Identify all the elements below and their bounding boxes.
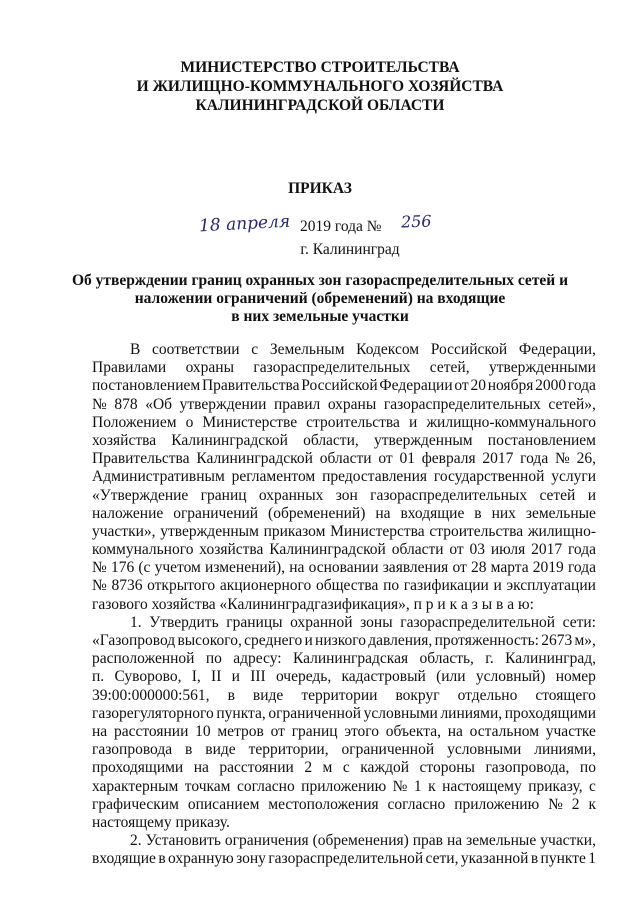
body-word: к [588,795,596,813]
body-word: сетей [539,486,576,504]
body-word: № [548,795,563,813]
body-word: 28 [470,559,487,577]
body-word: акционерного [219,577,312,595]
body-word: утвержденным [373,431,473,449]
body-word: (с [138,559,151,577]
body-line [92,850,596,868]
body-line [92,577,596,595]
body-word: расположенной [92,650,195,668]
body-word: основании [308,559,379,577]
title-line: в них земельные участки [231,308,409,325]
body-word: жилищно- [527,522,596,540]
body-word: газификации [403,577,489,595]
body-word: Российской [301,377,378,395]
body-line [92,614,596,632]
body-word: газораспределительных [253,359,411,377]
body-word: низкого [315,632,366,649]
body-word: «Утверждение [92,486,189,504]
body-word: м», [574,632,596,649]
body-word: предоставления [322,468,428,486]
body-word: Министерства [330,522,425,540]
body-line [92,341,596,359]
body-word: услуги [551,468,596,486]
body-word: газопровода, [485,759,570,777]
handwritten-date: 18 апреля [198,211,291,237]
body-word: охранную [168,850,234,868]
body-word: территории, [248,741,329,759]
body-word: газораспределительных [370,486,528,504]
body-word: охранной [290,613,353,631]
body-word: описанием [187,795,260,813]
body-word: и [408,413,418,431]
body-line [92,432,596,450]
body-word: Правительства [92,450,190,468]
body-word: указанной [460,850,529,868]
body-line [92,450,596,468]
body-word: в [158,850,166,868]
body-word: и [304,632,313,649]
body-word: газопровода [92,741,173,759]
body-word: Правилами [92,359,167,377]
body-word: и [587,486,596,504]
ministry-line: И ЖИЛИЩНО-КОММУНАЛЬНОГО ХОЗЯЙСТВА [136,78,504,95]
body-word: вокруг [395,686,440,704]
body-word: протяженность: [434,632,539,649]
body-word: границ [200,486,247,504]
body-word: 2019 [532,559,564,577]
body-word: заявления [382,559,449,577]
body-word: линиями, [440,704,503,722]
body-word: о [185,413,194,431]
body-line [92,778,596,796]
body-word: приказом [263,522,326,540]
body-word: регламентом [231,468,316,486]
body-word: от [378,450,393,468]
body-word: Суворово, [114,668,182,686]
body-word: расстоянии [219,759,294,777]
body-word: ограничений [173,504,259,522]
body-word: характерным [92,777,179,795]
body-word: Положением [92,413,177,431]
body-line [92,396,596,414]
body-word: них [491,504,516,522]
body-word: июля [490,541,526,559]
body-word: постановлением [92,377,201,395]
body-word: объекта, [385,722,441,740]
body-line [92,650,596,668]
body-word: проходящими [92,759,184,777]
body-word: участки», [92,522,156,540]
body-word: по [579,759,596,777]
body-word: (обременения) [312,832,409,850]
body-word: № [92,577,107,595]
body-word: на [193,759,209,777]
body-text [92,341,596,868]
body-word: охранных [258,486,324,504]
body-word: от [454,377,469,395]
body-word: виде [252,686,284,704]
body-word: эксплуатации [506,577,596,595]
body-word: на [446,832,463,850]
body-word: зону [236,850,266,868]
body-word: Установить [145,832,221,850]
body-word: 878 [114,395,138,413]
body-word: общества [315,577,379,595]
body-word: линиями, [534,741,596,759]
body-word: согласно [387,795,446,813]
body-word: (или [436,668,466,686]
city: г. Калининград [300,241,400,258]
body-word: газорегуляторного [92,704,214,722]
body-word: Калининградская [292,650,409,668]
body-word: Утвердить [149,613,219,631]
body-word: охраны [185,359,235,377]
date-number-line [0,211,640,242]
body-word: согласно [236,777,295,795]
body-word: года [567,377,596,395]
body-word: открытого [147,577,216,595]
body-word: адресу: [233,650,282,668]
body-word: охраны [327,395,377,413]
body-word: 1. [130,613,142,631]
body-word: на [447,722,463,740]
ministry-line: МИНИСТЕРСТВО СТРОИТЕЛЬСТВА [180,59,460,76]
body-word: стоящего [535,686,596,704]
body-word: и [493,577,502,595]
body-line [92,723,596,741]
document-type: ПРИКАЗ [288,180,352,197]
body-word: газового хозяйства «Калининградгазификация», п р и к а з ы в а ю: [92,595,534,613]
body-word: номер [555,668,596,686]
body-word: от [449,541,464,559]
body-word: с [589,777,596,795]
body-word: правил [273,395,321,413]
body-word: 2. [130,832,142,850]
body-word: газораспределительной [268,850,424,868]
body-word: настоящему [442,777,522,795]
body-line [92,632,596,650]
body-word: сетей», [548,395,596,413]
body-word: условный) [475,668,546,686]
body-word: к [428,777,436,795]
body-word: п. [92,668,105,686]
body-word: 1 [588,850,596,868]
body-word: в [227,686,235,704]
body-word: года [567,541,596,559]
body-word: на [92,722,108,740]
body-word: № [554,450,570,468]
body-word: очередь, [275,668,332,686]
body-line [92,596,596,614]
body-word: с [251,341,259,358]
body-word: февраля [421,450,476,468]
body-word: по [383,577,400,595]
body-word: пункта, [216,704,266,722]
body-word: В [130,341,141,358]
body-word: кадастровый [341,668,426,686]
body-line [92,505,596,523]
body-word: приложению [454,795,540,813]
body-line [92,523,596,541]
body-word: газораспределительной [400,613,556,631]
body-word: 2017 [482,450,514,468]
body-word: территории [301,686,378,704]
body-word: Земельным [269,341,345,358]
body-word: область, [419,650,474,668]
body-word: Административным [92,468,225,486]
body-line [92,414,596,432]
body-word: области [319,450,372,468]
body-word: 2017 [531,541,563,559]
body-line [92,468,596,486]
body-word: (обременений) [268,504,366,522]
body-word: сетей, [429,359,470,377]
body-word: от [270,722,285,740]
body-word: 176 [110,559,135,577]
body-word: учетом [154,559,201,577]
body-line [92,541,596,559]
body-word: Федерации [379,377,453,395]
body-word: виде [205,741,236,759]
body-word: области, [303,431,359,449]
body-word: коммунального [92,541,194,559]
body-word: хозяйства [199,541,264,559]
body-word: зоны [360,613,393,631]
body-word: м [322,759,333,777]
body-line [92,759,596,777]
body-word: от [452,559,467,577]
body-word: 39:00:000000:561, [92,686,210,704]
body-word: Кодексом [356,341,420,358]
body-word: государственной [433,468,545,486]
title-line: Об утверждении границ охранных зон газораспределительных сетей и [71,272,569,289]
body-word: ограничения [224,832,309,850]
body-word: границ [291,722,338,740]
body-word: ноября [487,377,534,395]
body-word: I, [191,668,201,686]
body-word: входящие [92,850,156,868]
body-word: входящие [400,504,465,522]
body-word: Федерации, [518,341,596,358]
ministry-header [0,58,640,115]
body-word: в [185,741,193,759]
body-word: года [520,450,549,468]
body-word: на [289,559,305,577]
body-word: каждой [360,759,410,777]
body-line [92,705,596,723]
body-word: утвержденным [160,522,259,540]
body-word: участки, [540,832,596,850]
body-word: Министерстве [202,413,298,431]
body-word: Российской [430,341,508,358]
body-word: 20 [470,377,486,395]
body-word: утвержденными [488,359,596,377]
body-line [92,687,596,705]
body-word: расстоянии [113,722,189,740]
body-word: и [231,668,240,686]
body-word: газораспределительных [383,395,541,413]
body-word: соответствии [152,341,240,358]
body-word: жилищно-коммунального [426,413,596,431]
body-line [92,832,596,850]
body-word: сети: [562,613,596,631]
body-word: сети, [425,850,459,868]
body-word: 2 [304,759,313,777]
body-word: местоположения [268,795,379,813]
body-word: года [567,559,596,577]
body-word: изменений), [205,559,286,577]
body-word: отдельно [457,686,518,704]
body-word: марта [490,559,529,577]
body-line [92,668,596,686]
body-word: 26, [576,450,596,468]
body-word: строительства [429,522,524,540]
body-word: 2673 [541,632,573,649]
body-word: № [392,777,408,795]
body-word: с [342,759,350,777]
body-word: наложение [92,504,164,522]
body-word: 03 [469,541,486,559]
body-word: строительства [306,413,400,431]
body-word: II [211,668,222,686]
body-word: стороны [419,759,475,777]
body-word: 1 [413,777,422,795]
body-word: точкам [184,777,231,795]
body-word: 2000 [535,377,567,395]
body-word: Калининградской [196,450,313,468]
body-word: № [92,395,107,413]
body-word: остальном [469,722,540,740]
body-word: земельные [525,504,596,522]
body-word: III [250,668,266,686]
body-word: прав [412,832,443,850]
body-word: Калининград, [505,650,596,668]
body-word: графическим [92,795,179,813]
body-word: хозяйства [92,431,157,449]
body-word: проходящими [504,704,596,722]
body-word: в [474,504,482,522]
body-line [92,559,596,577]
body-word: постановлением [487,431,596,449]
body-word: условными [363,704,438,722]
title-line: наложении ограничений (обременений) на входящие [134,290,506,307]
body-word: г. [485,650,494,668]
body-line [92,487,596,505]
body-line [92,359,596,377]
body-word: участке [545,722,596,740]
body-word: на [375,504,391,522]
body-word: «Газопровод [92,632,176,649]
body-word: Правительства [201,377,300,395]
body-word: ограниченной [268,704,361,722]
body-word: Калининградской [269,541,386,559]
body-word: метров [217,722,264,740]
body-word: 10 [195,722,211,740]
body-word: настоящему приказу. [92,813,230,831]
body-word: по [205,650,222,668]
body-line [92,741,596,759]
order-title [0,272,640,326]
body-word: «Об [145,395,173,413]
body-word: зон [335,486,358,504]
handwritten-number: 256 [400,211,432,232]
body-word: 01 [399,450,415,468]
body-word: давления, [368,632,433,649]
body-line [92,814,596,832]
body-word: приказу, [528,777,583,795]
body-word: утверждении [179,395,267,413]
body-word: Калининградской [171,431,288,449]
body-word: среднего [244,632,303,649]
body-word: земельные [466,832,537,850]
body-word: 2 [571,795,580,813]
body-word: пункте [540,850,586,868]
ministry-line: КАЛИНИНГРАДСКОЙ ОБЛАСТИ [195,97,445,114]
date-year-text: 2019 года № [300,218,382,235]
body-word: условными [447,741,522,759]
body-word: в [530,850,539,868]
body-word: высокого, [177,632,242,649]
body-word: 8736 [111,577,143,595]
body-line [92,377,596,395]
body-word: № [92,559,107,577]
body-word: границы [226,613,283,631]
body-word: приложению [301,777,387,795]
body-word: ограниченной [341,741,435,759]
body-word: области [391,541,444,559]
body-line [92,796,596,814]
body-word: этого [344,722,380,740]
